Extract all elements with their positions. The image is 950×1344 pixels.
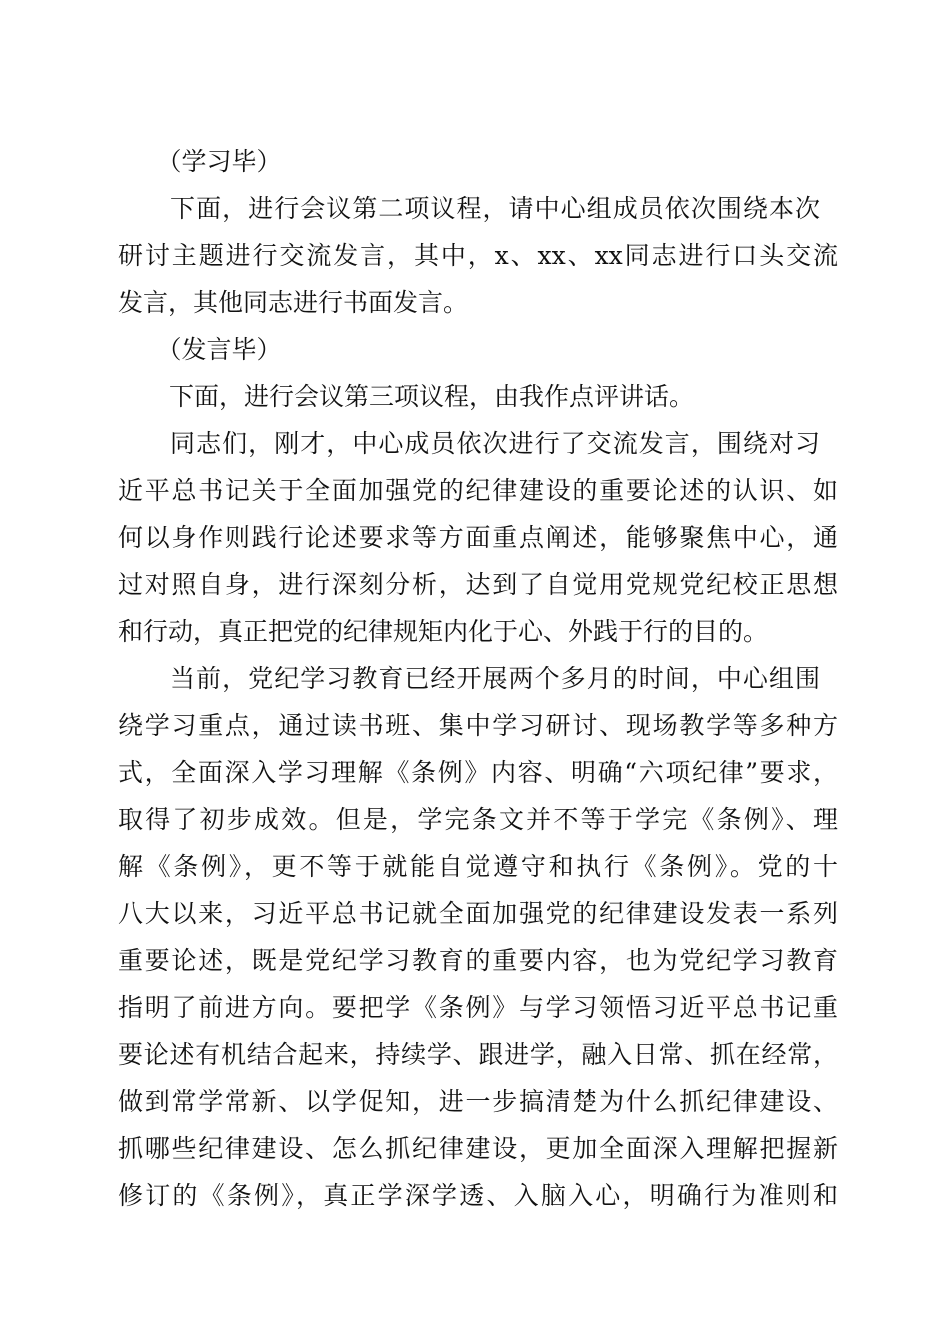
text-line: 解《条例》，更不等于就能自觉遵守和执行《条例》。党的十 xyxy=(118,852,838,881)
text-line: 过对照自身，进行深刻分析，达到了自觉用党规党纪校正思想 xyxy=(118,570,838,599)
text-line: 同志们，刚才，中心成员依次进行了交流发言，围绕对习 xyxy=(144,429,820,458)
text-line: 指明了前进方向。要把学《条例》与学习领悟习近平总书记重 xyxy=(118,993,838,1022)
text-line: 绕学习重点，通过读书班、集中学习研讨、现场教学等多种方 xyxy=(118,711,838,740)
text-line: 抓哪些纪律建设、怎么抓纪律建设，更加全面深入理解把握新 xyxy=(118,1134,838,1163)
text-line: 要论述有机结合起来，持续学、跟进学，融入日常、抓在经常， xyxy=(118,1040,838,1069)
text-line: 当前，党纪学习教育已经开展两个多月的时间，中心组围 xyxy=(144,664,820,693)
text-line: 式，全面深入学习理解《条例》内容、明确“六项纪律”要求， xyxy=(118,758,838,787)
text-line: 研讨主题进行交流发言，其中，x、xx、xx同志进行口头交流 xyxy=(118,241,838,270)
text-line: 修订的《条例》，真正学深学透、入脑入心，明确行为准则和 xyxy=(118,1181,838,1210)
text-line: 重要论述，既是党纪学习教育的重要内容，也为党纪学习教育 xyxy=(118,946,838,975)
text-line: 近平总书记关于全面加强党的纪律建设的重要论述的认识、如 xyxy=(118,476,838,505)
text-line: 做到常学常新、以学促知，进一步搞清楚为什么抓纪律建设、 xyxy=(118,1087,838,1116)
text-line: 何以身作则践行论述要求等方面重点阐述，能够聚焦中心，通 xyxy=(118,523,838,552)
text-line: 下面，进行会议第二项议程，请中心组成员依次围绕本次 xyxy=(144,194,820,223)
text-line: 和行动，真正把党的纪律规矩内化于心、外践于行的目的。 xyxy=(118,617,769,646)
text-line: 发言，其他同志进行书面发言。 xyxy=(118,288,469,317)
text-line: 取得了初步成效。但是，学完条文并不等于学完《条例》、理 xyxy=(118,805,838,834)
text-line: （学习毕） xyxy=(144,147,282,176)
text-line: 八大以来，习近平总书记就全面加强党的纪律建设发表一系列 xyxy=(118,899,838,928)
text-line: 下面，进行会议第三项议程，由我作点评讲话。 xyxy=(144,382,695,411)
text-line: （发言毕） xyxy=(144,335,282,364)
